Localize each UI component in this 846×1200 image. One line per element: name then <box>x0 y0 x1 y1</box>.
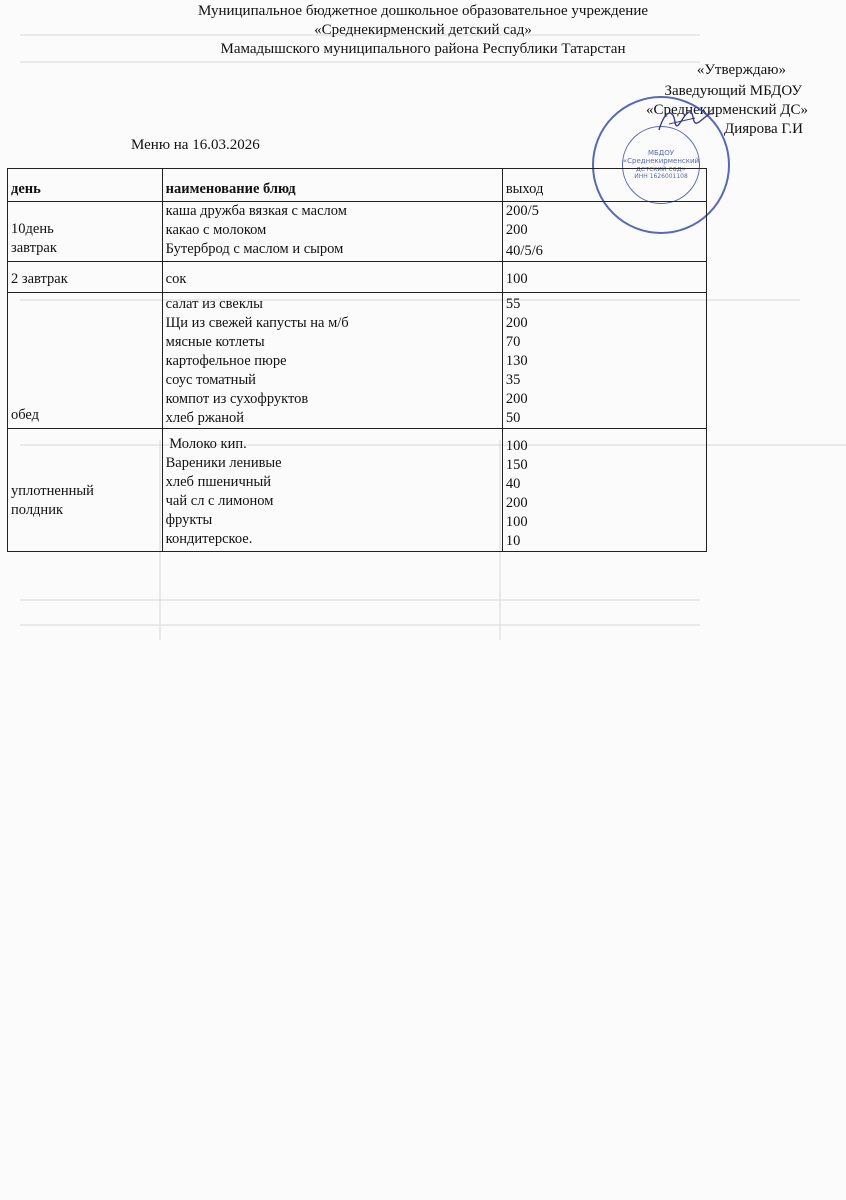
menu-table <box>7 168 707 552</box>
seal-text-2: «Среднекирменский <box>622 157 700 165</box>
org-name-line1: Муниципальное бюджетное дошкольное образовательное учреждение <box>198 3 648 19</box>
meal-name: 2 завтрак <box>8 262 163 293</box>
dish-item: фрукты <box>165 512 213 528</box>
output-item: 150 <box>505 457 528 473</box>
dish-list <box>162 429 502 552</box>
org-name-line2: «Среднекирменский детский сад» <box>314 22 532 38</box>
menu-date-title: Меню на 16.03.2026 <box>131 137 260 153</box>
approval-position: Заведующий МБДОУ <box>664 83 802 99</box>
output-item: 40/5/6 <box>505 243 543 259</box>
output-item: 200 <box>505 222 528 238</box>
dish-list <box>162 262 502 293</box>
output-list <box>502 429 706 552</box>
approval-org: «Среднекирменский ДС» <box>645 102 808 118</box>
output-item: 100 <box>505 271 528 287</box>
org-name-line3: Мамадышского муниципального района Республики Татарстан <box>220 41 626 57</box>
meal-name: уплотненный полдник <box>8 429 163 552</box>
output-item: 100 <box>505 438 528 454</box>
table-row-breakfast <box>8 202 707 262</box>
dish-item: компот из сухофруктов <box>165 391 309 407</box>
dish-item: Щи из свежей капусты на м/б <box>165 315 349 331</box>
output-item: 50 <box>505 410 521 426</box>
output-item: 200 <box>505 391 528 407</box>
output-item: 100 <box>505 514 528 530</box>
dish-item: кондитерское. <box>165 531 253 547</box>
dish-item: картофельное пюре <box>165 353 287 369</box>
header-dish: наименование блюд <box>162 169 502 202</box>
dish-item: мясные котлеты <box>165 334 265 350</box>
dish-item: хлеб пшеничный <box>165 474 271 490</box>
dish-item: соус томатный <box>165 372 256 388</box>
meal-name: обед <box>8 293 163 429</box>
output-list <box>502 202 706 262</box>
dish-item: чай сл с лимоном <box>165 493 274 509</box>
output-item: 200 <box>505 315 528 331</box>
dish-list <box>162 293 502 429</box>
output-item: 55 <box>505 296 521 312</box>
output-item: 70 <box>505 334 521 350</box>
output-item: 40 <box>505 476 521 492</box>
output-list <box>502 293 706 429</box>
output-list <box>502 262 706 293</box>
table-row-afternoon-snack <box>8 429 707 552</box>
output-item: 35 <box>505 372 521 388</box>
output-item: 130 <box>505 353 528 369</box>
seal-text-1: МБДОУ <box>647 149 675 157</box>
dish-item: Молоко кип. <box>165 436 247 452</box>
dish-item: салат из свеклы <box>165 296 263 312</box>
seal-inn: ИНН 1626001108 <box>634 173 688 180</box>
meal-name: 10день завтрак <box>8 202 163 262</box>
output-item: 200/5 <box>505 203 539 219</box>
output-item: 200 <box>505 495 528 511</box>
table-row-lunch <box>8 293 707 429</box>
header-output: выход <box>502 169 706 202</box>
dish-item: Вареники ленивые <box>165 455 282 471</box>
seal-text-3: детский сад» <box>636 165 686 173</box>
dish-item: сок <box>165 271 187 287</box>
approval-stamp-text: «Утверждаю» <box>696 62 786 78</box>
dish-list <box>162 202 502 262</box>
dish-item: Бутерброд с маслом и сыром <box>165 241 344 257</box>
table-header-row <box>8 169 707 202</box>
table-row-second-breakfast <box>8 262 707 293</box>
approval-signer: Диярова Г.И <box>723 121 803 137</box>
dish-item: каша дружба вязкая с маслом <box>165 203 347 219</box>
handwritten-signature <box>655 104 715 138</box>
dish-item: хлеб ржаной <box>165 410 245 426</box>
dish-item: какао с молоком <box>165 222 267 238</box>
output-item: 10 <box>505 533 521 549</box>
header-day: день <box>8 169 163 202</box>
